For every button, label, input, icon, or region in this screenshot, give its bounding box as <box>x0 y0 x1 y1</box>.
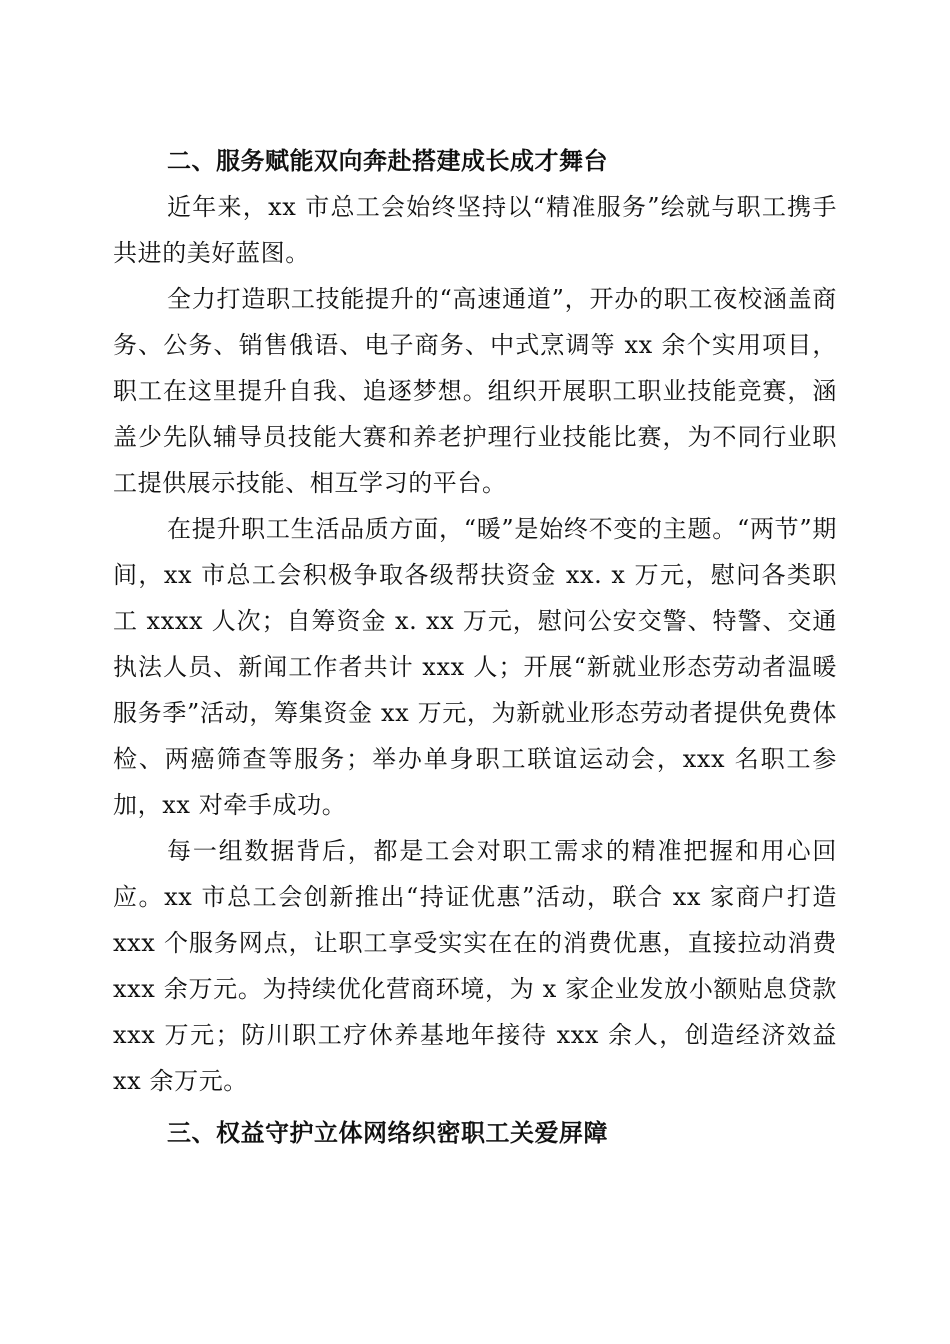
paragraph-warmth: 在提升职工生活品质方面，“暖”是始终不变的主题。“两节”期间，xx 市总工会积极争取各级帮扶资金 xx. x 万元，慰问各类职工 xxxx 人次；自筹资金 x. xx 万元，慰问公安交警、特警、交通执法人员、新闻工作者共计 xxx 人；开展“新就业形态劳动者温暖服务季”活动，筹集资金 xx 万元，为新就业形态劳动者提供免费体检、两癌筛查等服务；举办单身职工联谊运动会，xxx 名职工参加，xx 对牵手成功。 <box>113 515 837 819</box>
paragraph-skills: 全力打造职工技能提升的“高速通道”，开办的职工夜校涵盖商务、公务、销售俄语、电子商务、中式烹调等 xx 余个实用项目，职工在这里提升自我、追逐梦想。组织开展职工职业技能竞赛，涵盖少先队辅导员技能大赛和养老护理行业技能比赛，为不同行业职工提供展示技能、相互学习的平台。 <box>113 285 837 497</box>
paragraph-data: 每一组数据背后，都是工会对职工需求的精准把握和用心回应。xx 市总工会创新推出“持证优惠”活动，联合 xx 家商户打造 xxx 个服务网点，让职工享受实实在在的消费优惠，直接拉动消费 xxx 余万元。为持续优化营商环境，为 x 家企业发放小额贴息贷款 xxx 万元；防川职工疗休养基地年接待 xxx 余人，创造经济效益 xx 余万元。 <box>113 837 837 1095</box>
section-heading-two: 二、服务赋能双向奔赴搭建成长成才舞台 <box>167 147 608 175</box>
paragraph-intro: 近年来，xx 市总工会始终坚持以“精准服务”绘就与职工携手共进的美好蓝图。 <box>113 193 837 267</box>
document-body <box>113 138 837 1156</box>
section-heading-three: 三、权益守护立体网络织密职工关爱屏障 <box>167 1119 608 1147</box>
